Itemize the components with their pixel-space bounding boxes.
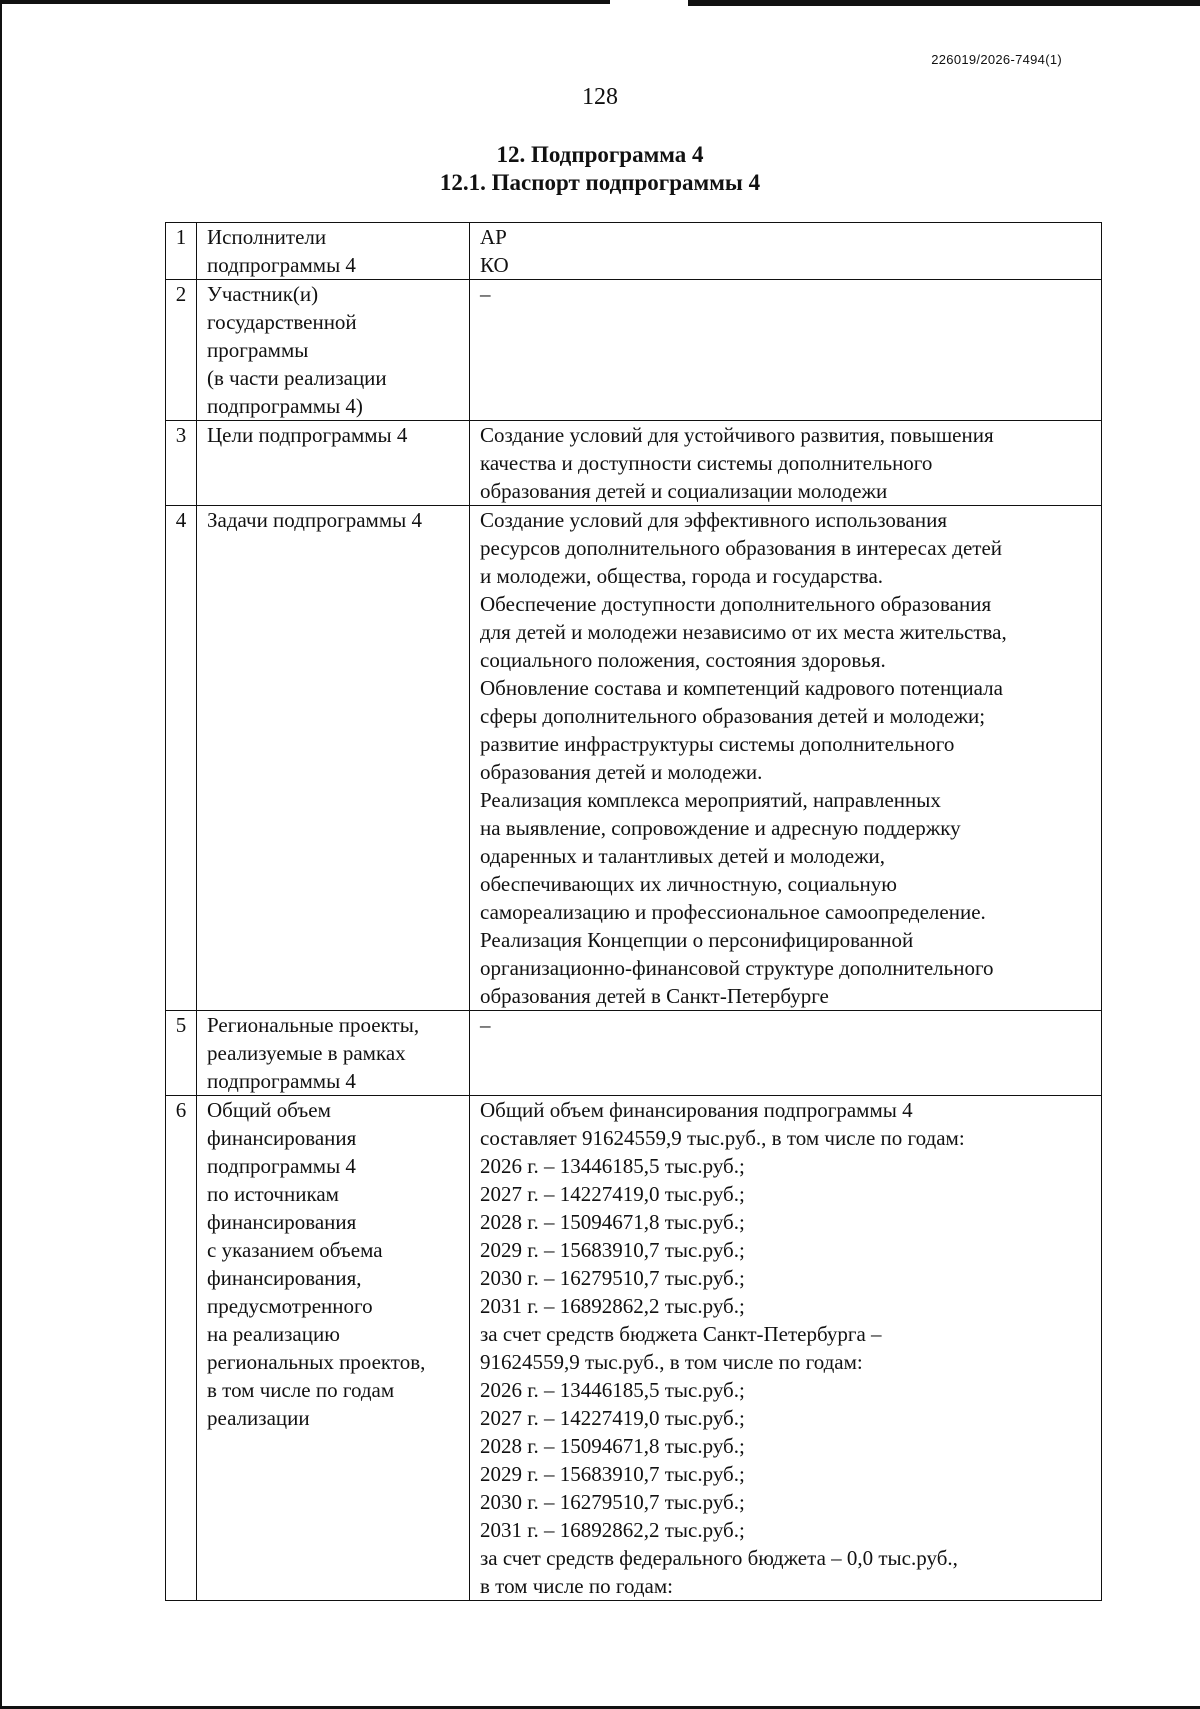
row-label-line: подпрограммы 4) xyxy=(207,394,363,418)
row-number: 5 xyxy=(166,1011,197,1096)
row-value-line: развитие инфраструктуры системы дополнительного xyxy=(480,732,955,756)
scan-border-top-right xyxy=(688,0,1200,6)
row-label-line: реализуемые в рамках xyxy=(207,1041,406,1065)
row-label-line: Цели подпрограммы 4 xyxy=(207,423,408,447)
row-value-line: 2028 г. – 15094671,8 тыс.руб.; xyxy=(480,1210,745,1234)
row-value-line: 2027 г. – 14227419,0 тыс.руб.; xyxy=(480,1406,745,1430)
row-value-line: образования детей и социализации молодежи xyxy=(480,479,888,503)
row-value-line: 2026 г. – 13446185,5 тыс.руб.; xyxy=(480,1154,745,1178)
row-value-line: АР xyxy=(480,225,507,249)
row-value xyxy=(470,506,1102,1011)
row-label-line: по источникам xyxy=(207,1182,339,1206)
page-number: 128 xyxy=(582,84,618,110)
row-label xyxy=(197,506,470,1011)
row-value-line: 2029 г. – 15683910,7 тыс.руб.; xyxy=(480,1238,745,1262)
scan-border-left xyxy=(0,0,2,1709)
row-value-line: Обеспечение доступности дополнительного образования xyxy=(480,592,992,616)
row-value-line: в том числе по годам: xyxy=(480,1574,673,1598)
table-row xyxy=(166,1011,1102,1096)
row-value-line: составляет 91624559,9 тыс.руб., в том числе по годам: xyxy=(480,1126,965,1150)
row-label-line: государственной xyxy=(207,310,357,334)
row-value-line: Общий объем финансирования подпрограммы 4 xyxy=(480,1098,913,1122)
row-value-line: за счет средств федерального бюджета – 0,0 тыс.руб., xyxy=(480,1546,958,1570)
row-value-line: КО xyxy=(480,253,509,277)
row-value-line: сферы дополнительного образования детей и молодежи; xyxy=(480,704,986,728)
row-value-line: Создание условий для устойчивого развития, повышения xyxy=(480,423,994,447)
row-value-line: 2027 г. – 14227419,0 тыс.руб.; xyxy=(480,1182,745,1206)
row-value-line: на выявление, сопровождение и адресную поддержку xyxy=(480,816,961,840)
row-number: 6 xyxy=(166,1096,197,1601)
row-label-line: Общий объем xyxy=(207,1098,331,1122)
row-label-line: подпрограммы 4 xyxy=(207,1154,356,1178)
document-id: 226019/2026-7494(1) xyxy=(931,52,1062,67)
row-number: 3 xyxy=(166,421,197,506)
row-label-line: предусмотренного xyxy=(207,1294,373,1318)
table-row xyxy=(166,506,1102,1011)
row-value-line: одаренных и талантливых детей и молодежи, xyxy=(480,844,886,868)
row-value-line: для детей и молодежи независимо от их места жительства, xyxy=(480,620,1007,644)
row-value-line: 2028 г. – 15094671,8 тыс.руб.; xyxy=(480,1434,745,1458)
row-value-line: – xyxy=(480,282,491,306)
passport-table-body xyxy=(166,223,1102,1601)
row-label-line: подпрограммы 4 xyxy=(207,1069,356,1093)
row-value-line: 2029 г. – 15683910,7 тыс.руб.; xyxy=(480,1462,745,1486)
row-value-line: 91624559,9 тыс.руб., в том числе по годам: xyxy=(480,1350,863,1374)
section-subtitle: 12.1. Паспорт подпрограммы 4 xyxy=(439,170,761,195)
row-value-line: образования детей и молодежи. xyxy=(480,760,763,784)
row-value xyxy=(470,1011,1102,1096)
row-value xyxy=(470,223,1102,280)
row-label-line: с указанием объема xyxy=(207,1238,383,1262)
table-row xyxy=(166,223,1102,280)
row-value-line: Обновление состава и компетенций кадрового потенциала xyxy=(480,676,1003,700)
table-row xyxy=(166,1096,1102,1601)
row-number: 2 xyxy=(166,280,197,421)
row-label-line: финансирования xyxy=(207,1210,357,1234)
table-row xyxy=(166,421,1102,506)
row-label-line: в том числе по годам xyxy=(207,1378,395,1402)
row-label xyxy=(197,1011,470,1096)
row-value xyxy=(470,1096,1102,1601)
row-label-line: программы xyxy=(207,338,309,362)
row-label xyxy=(197,1096,470,1601)
row-label-line: реализации xyxy=(207,1406,310,1430)
row-label-line: Задачи подпрограммы 4 xyxy=(207,508,422,532)
row-value-line: организационно-финансовой структуре дополнительного xyxy=(480,956,994,980)
row-label-line: на реализацию xyxy=(207,1322,340,1346)
row-value-line: ресурсов дополнительного образования в интересах детей xyxy=(480,536,1003,560)
row-number: 4 xyxy=(166,506,197,1011)
row-label-line: Региональные проекты, xyxy=(207,1013,420,1037)
row-value-line: за счет средств бюджета Санкт-Петербурга – xyxy=(480,1322,882,1346)
row-label-line: региональных проектов, xyxy=(207,1350,426,1374)
section-title: 12. Подпрограмма 4 xyxy=(496,142,704,167)
row-value-line: Создание условий для эффективного использования xyxy=(480,508,947,532)
row-value-line: 2026 г. – 13446185,5 тыс.руб.; xyxy=(480,1378,745,1402)
passport-table xyxy=(165,222,1102,1601)
row-value-line: самореализацию и профессиональное самоопределение. xyxy=(480,900,986,924)
scan-border-top-left xyxy=(0,0,610,4)
row-label-line: финансирования xyxy=(207,1126,357,1150)
row-value-line: качества и доступности системы дополнительного xyxy=(480,451,933,475)
row-label-line: Участник(и) xyxy=(207,282,319,306)
row-value-line: Реализация комплекса мероприятий, направленных xyxy=(480,788,941,812)
row-number: 1 xyxy=(166,223,197,280)
row-value-line: обеспечивающих их личностную, социальную xyxy=(480,872,897,896)
row-value-line: – xyxy=(480,1013,491,1037)
row-value xyxy=(470,421,1102,506)
row-label xyxy=(197,421,470,506)
row-label-line: подпрограммы 4 xyxy=(207,253,356,277)
row-value-line: 2030 г. – 16279510,7 тыс.руб.; xyxy=(480,1266,745,1290)
row-label-line: финансирования, xyxy=(207,1266,362,1290)
row-value-line: 2031 г. – 16892862,2 тыс.руб.; xyxy=(480,1294,745,1318)
row-value-line: социального положения, состояния здоровья. xyxy=(480,648,886,672)
row-label xyxy=(197,280,470,421)
row-value-line: образования детей в Санкт-Петербурге xyxy=(480,984,829,1008)
row-value-line: 2030 г. – 16279510,7 тыс.руб.; xyxy=(480,1490,745,1514)
row-label-line: (в части реализации xyxy=(207,366,387,390)
row-value-line: и молодежи, общества, города и государства. xyxy=(480,564,884,588)
row-value-line: Реализация Концепции о персонифицированной xyxy=(480,928,914,952)
row-value xyxy=(470,280,1102,421)
row-value-line: 2031 г. – 16892862,2 тыс.руб.; xyxy=(480,1518,745,1542)
row-label-line: Исполнители xyxy=(207,225,327,249)
table-row xyxy=(166,280,1102,421)
row-label xyxy=(197,223,470,280)
